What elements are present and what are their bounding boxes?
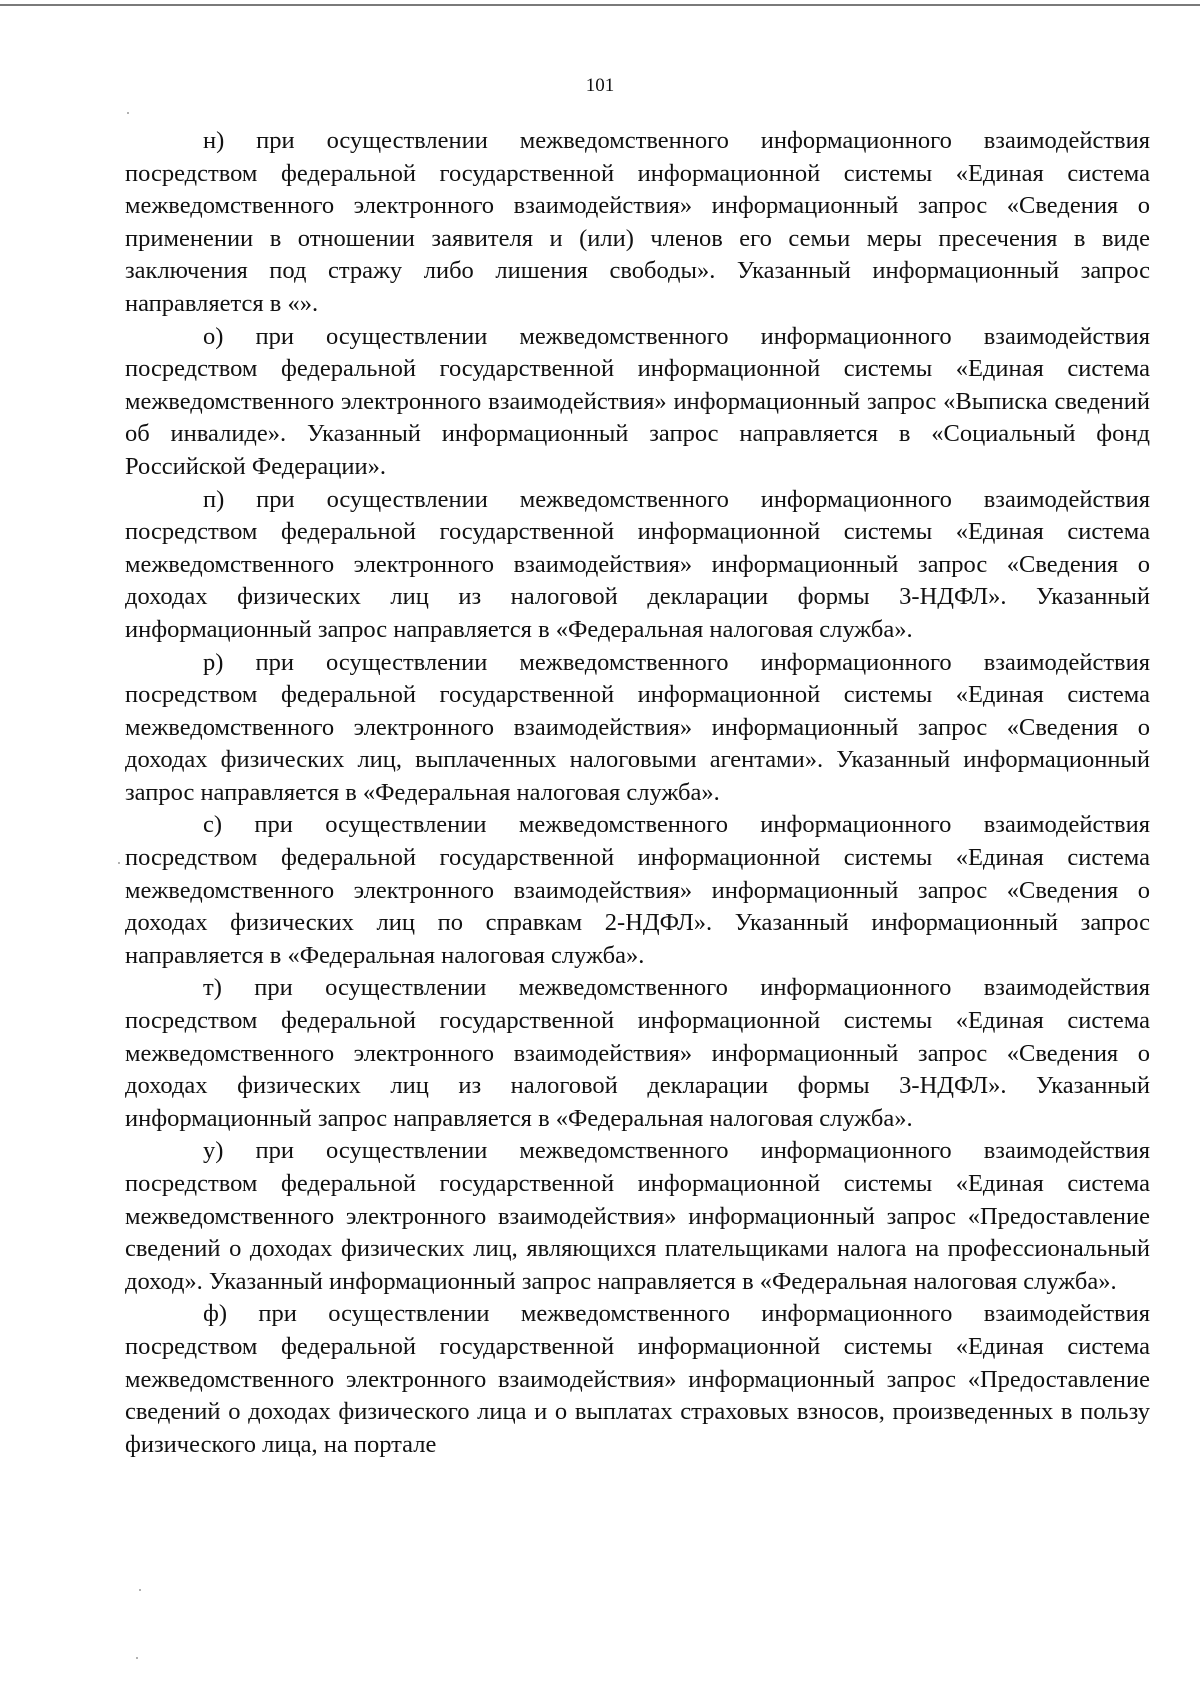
scan-speck: [118, 862, 120, 864]
paragraph-s: с) при осуществлении межведомственного информационного взаимодействия посредством федеральной государственной информационной системы «Единая система межведомственного электронного взаимодействия» информационный запрос «Сведения о доходах физических лиц по справкам 2-НДФЛ». Указанный информационный запрос направляется в «Федеральная налоговая служба».: [125, 811, 1150, 969]
paragraph-p: п) при осуществлении межведомственного информационного взаимодействия посредством федеральной государственной информационной системы «Единая система межведомственного электронного взаимодействия» информационный запрос «Сведения о доходах физических лиц из налоговой декларации формы 3-НДФЛ». Указанный информационный запрос направляется в «Федеральная налоговая служба».: [125, 485, 1150, 643]
paragraph-f: ф) при осуществлении межведомственного информационного взаимодействия посредством федеральной государственной информационной системы «Единая система межведомственного электронного взаимодействия» информационный запрос «Предоставление сведений о доходах физического лица и о выплатах страховых взносов, произведенных в пользу физического лица, на портале: [125, 1300, 1150, 1458]
scan-speck: [136, 1657, 138, 1659]
paragraph-t: т) при осуществлении межведомственного информационного взаимодействия посредством федеральной государственной информационной системы «Единая система межведомственного электронного взаимодействия» информационный запрос «Сведения о доходах физических лиц из налоговой декларации формы 3-НДФЛ». Указанный информационный запрос направляется в «Федеральная налоговая служба».: [125, 974, 1150, 1132]
page-number: 101: [585, 75, 615, 96]
page-top-edge-line: [0, 4, 1200, 6]
paragraph-u: у) при осуществлении межведомственного информационного взаимодействия посредством федеральной государственной информационной системы «Единая система межведомственного электронного взаимодействия» информационный запрос «Предоставление сведений о доходах физических лиц, являющихся плательщиками налога на профессиональный доход». Указанный информационный запрос направляется в «Федеральная налоговая служба».: [125, 1137, 1150, 1295]
document-body: [125, 125, 1150, 1461]
scan-speck: [139, 1589, 141, 1591]
paragraph-r: р) при осуществлении межведомственного информационного взаимодействия посредством федеральной государственной информационной системы «Единая система межведомственного электронного взаимодействия» информационный запрос «Сведения о доходах физических лиц, выплаченных налоговыми агентами». Указанный информационный запрос направляется в «Федеральная налоговая служба».: [125, 648, 1150, 806]
paragraph-o: о) при осуществлении межведомственного информационного взаимодействия посредством федеральной государственной информационной системы «Единая система межведомственного электронного взаимодействия» информационный запрос «Выписка сведений об инвалиде». Указанный информационный запрос направляется в «Социальный фонд Российской Федерации».: [125, 322, 1150, 480]
paragraph-n: н) при осуществлении межведомственного информационного взаимодействия посредством федеральной государственной информационной системы «Единая система межведомственного электронного взаимодействия» информационный запрос «Сведения о применении в отношении заявителя и (или) членов его семьи меры пресечения в виде заключения под стражу либо лишения свободы». Указанный информационный запрос направляется в «».: [125, 127, 1150, 317]
scan-speck: [127, 112, 129, 114]
